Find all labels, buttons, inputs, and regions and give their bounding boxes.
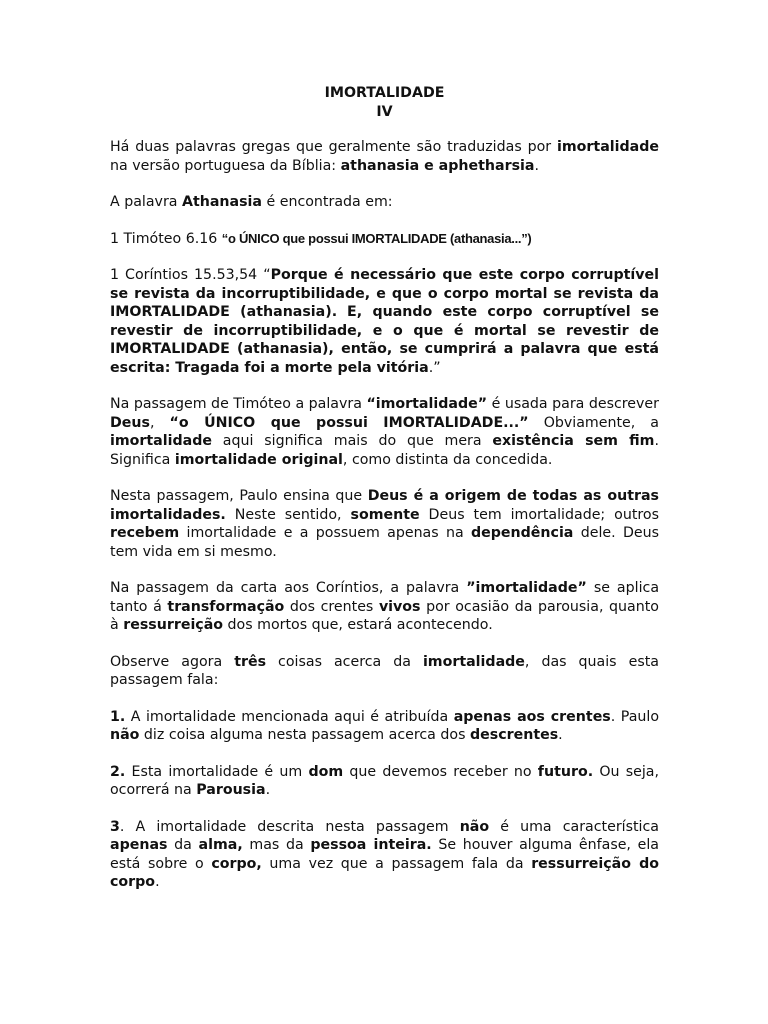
- text-run: na versão portuguesa da Bíblia:: [110, 157, 341, 174]
- text-run: dele. Deus tem vida em si mesmo.: [110, 525, 659, 560]
- text-run: 1 Timóteo 6.16: [110, 230, 222, 247]
- bold-text-run: apenas aos crentes: [453, 708, 611, 725]
- text-run: , como distinta da concedida.: [342, 451, 553, 468]
- bold-text-run: vivos: [378, 598, 421, 615]
- text-run: imortalidade e a possuem apenas na: [179, 525, 471, 541]
- point-1: [110, 708, 659, 745]
- document-page: [110, 84, 659, 910]
- text-run: .: [265, 782, 271, 798]
- text-run: , das quais esta passagem fala:: [110, 653, 659, 688]
- text-run: Esta imortalidade é um: [125, 763, 309, 780]
- text-run: Há duas palavras gregas que geralmente são traduzidas por: [110, 139, 558, 155]
- text-run: dos mortos que, estará acontecendo.: [223, 617, 493, 633]
- bold-text-run: transformação: [167, 598, 285, 615]
- bold-text-run: E, quando este corpo corruptível se revestir de incorruptibilidade, e o que é mortal se revestir de IMORTALIDADE (athanasia), então, se cumprirá a palavra que está escrita: Tragada foi a morte pela vitória: [110, 304, 659, 376]
- text-run: aqui significa mais do que mera: [211, 433, 493, 449]
- text-run: ,: [149, 414, 170, 431]
- text-run: Se houver alguma ênfase, ela está sobre o: [110, 837, 659, 872]
- document-title: IMORTALIDADE: [324, 85, 445, 101]
- athanasia-paragraph: [110, 193, 659, 212]
- text-run: por ocasião da parousia, quanto à: [110, 598, 659, 633]
- observe-paragraph: [110, 653, 659, 690]
- text-run: Deus tem imortalidade; outros: [419, 506, 659, 523]
- text-run: Neste sentido,: [225, 506, 351, 523]
- point-2: [110, 763, 659, 800]
- bold-text-run: Parousia: [196, 782, 266, 798]
- corintios-passage-paragraph: [110, 579, 659, 635]
- bold-text-run: 1.: [110, 708, 126, 725]
- text-run: é encontrada em:: [261, 194, 393, 210]
- text-run: é uma característica: [489, 818, 659, 835]
- text-run: é usada para descrever: [487, 396, 659, 412]
- bold-text-run: não: [459, 818, 490, 835]
- bold-text-run: Deus: [110, 414, 150, 431]
- bold-text-run: futuro.: [537, 763, 594, 780]
- bold-text-run: Porque é necessário que este corpo corruptível se revista da incorruptibilidade, e que o corpo mortal se revista da IMORTALIDADE (athanasia).: [110, 267, 659, 320]
- bold-text-run: imortalidade: [110, 433, 212, 449]
- bold-text-run: dom: [308, 763, 344, 780]
- bold-text-run: Deus é a origem de todas as outras imortalidades.: [110, 488, 659, 523]
- text-run: diz coisa alguma nesta passagem acerca dos: [139, 727, 470, 743]
- text-run: Na passagem da carta aos Coríntios, a palavra: [110, 580, 467, 596]
- bold-text-run: apenas: [110, 837, 168, 853]
- bold-text-run: existência sem fim: [492, 433, 655, 449]
- text-run: . Significa: [110, 433, 659, 468]
- bold-text-run: ”imortalidade”: [466, 580, 587, 596]
- bold-text-run: não: [110, 727, 140, 743]
- text-run: dos crentes: [284, 598, 379, 615]
- text-run: .: [558, 727, 563, 743]
- bold-text-run: alma,: [198, 837, 243, 853]
- bold-text-run: somente: [350, 506, 420, 523]
- bold-text-run: “o ÚNICO que possui IMORTALIDADE...”: [169, 414, 529, 431]
- text-run: se aplica tanto á: [110, 580, 660, 615]
- bold-text-run: corpo,: [211, 855, 262, 872]
- timoteo-reference: [110, 230, 659, 249]
- intro-paragraph: [110, 138, 659, 175]
- bold-text-run: 3: [110, 818, 120, 835]
- bold-text-run: ressurreição: [123, 617, 224, 633]
- text-run: .: [534, 157, 539, 174]
- bold-text-run: dependência: [471, 525, 574, 541]
- timoteo-passage-paragraph: [110, 395, 659, 469]
- text-run: [337, 304, 347, 320]
- text-run: coisas acerca da: [266, 653, 423, 670]
- bold-text-run: Athanasia: [181, 194, 262, 210]
- text-run: Na passagem de Timóteo a palavra: [110, 396, 367, 412]
- text-run: 1 Coríntios 15.53,54 “: [110, 267, 271, 283]
- text-run: . Paulo: [610, 708, 659, 725]
- text-run: A palavra: [110, 194, 182, 210]
- bold-text-run: recebem: [110, 525, 180, 541]
- point-3: [110, 818, 659, 892]
- bold-text-run: 2.: [110, 763, 126, 780]
- bold-text-run: três: [234, 653, 267, 670]
- corintios-reference: [110, 266, 659, 377]
- bold-text-run: imortalidade: [422, 653, 525, 670]
- text-run: uma vez que a passagem fala da: [261, 855, 532, 872]
- bold-text-run: ressurreição do corpo: [110, 855, 659, 890]
- text-run: . A imortalidade descrita nesta passagem: [119, 818, 460, 835]
- text-run: Ou seja, ocorrerá na: [110, 763, 659, 798]
- text-run: Nesta passagem, Paulo ensina que: [110, 488, 368, 504]
- bold-text-run: descrentes: [469, 727, 559, 743]
- document-subtitle: IV: [376, 103, 393, 120]
- bold-text-run: “o ÚNICO que possui IMORTALIDADE (athanasia...”): [221, 230, 532, 246]
- text-run: Obviamente, a: [528, 414, 659, 431]
- text-run: .”: [428, 359, 441, 376]
- text-run: A imortalidade mencionada aqui é atribuída: [125, 708, 454, 725]
- text-run: .: [155, 874, 160, 890]
- paulo-paragraph: [110, 487, 659, 561]
- text-run: mas da: [242, 837, 311, 853]
- bold-text-run: imortalidade: [557, 139, 659, 155]
- document-body: [110, 138, 659, 892]
- bold-text-run: pessoa inteira.: [310, 837, 432, 853]
- bold-text-run: athanasia e aphetharsia: [340, 157, 535, 174]
- text-run: que devemos receber no: [343, 763, 538, 780]
- bold-text-run: imortalidade original: [174, 451, 343, 468]
- bold-text-run: “imortalidade”: [366, 396, 488, 412]
- text-run: da: [167, 837, 199, 853]
- text-run: Observe agora: [110, 653, 235, 670]
